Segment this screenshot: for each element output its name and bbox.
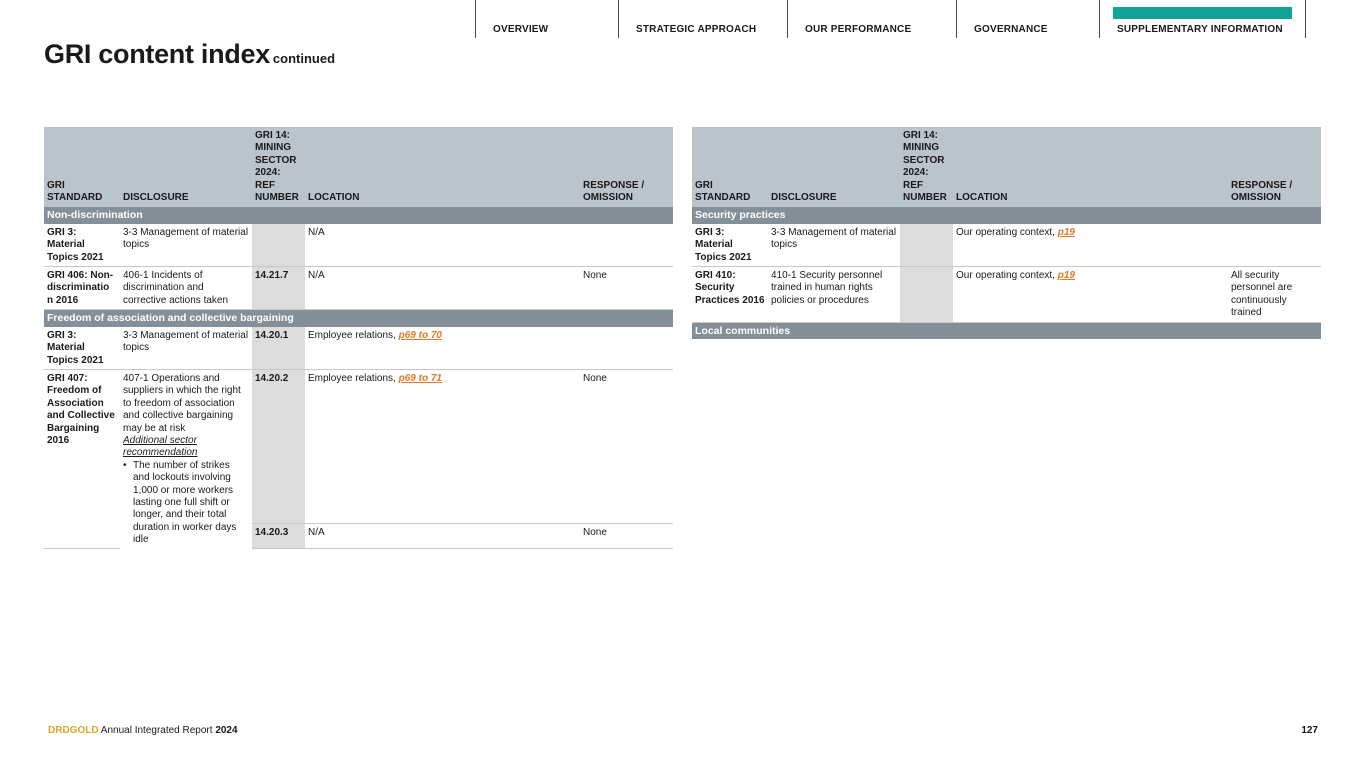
cell-location [953,224,1228,267]
table-header-row [44,127,673,207]
table-row [692,224,1321,267]
nav-tab-supplementary-information[interactable] [1099,0,1306,38]
header-ref-number: GRI 14: MINING SECTOR 2024: REF NUMBER [900,127,953,207]
cell-response [580,224,673,267]
cell-response: None [580,523,673,548]
header-gri-standard: GRI STANDARD [692,127,768,207]
section-title: Local communities [692,322,1321,339]
bullet-icon: • [123,459,127,471]
top-navigation [475,0,1306,38]
section-title: Security practices [692,207,1321,223]
cell-response [580,327,673,370]
disclosure-text: 407-1 Operations and suppliers in which the right to freedom of association and collective bargaining may be at risk [123,372,241,434]
table-row [44,267,673,310]
footer-brand: DRDGOLD [48,725,99,736]
header-disclosure: DISCLOSURE [768,127,900,207]
section-row [44,207,673,223]
cell-standard: GRI 3: Material Topics 2021 [692,224,768,267]
section-title: Freedom of association and collective bargaining [44,310,673,327]
section-row [44,310,673,327]
cell-disclosure: 410-1 Security personnel trained in human rights policies or procedures [768,267,900,323]
header-ref-number: GRI 14: MINING SECTOR 2024: REF NUMBER [252,127,305,207]
page-link[interactable]: p19 [1057,270,1075,282]
nav-tab-label: OVERVIEW [493,24,549,35]
cell-response: None [580,369,673,523]
cell-response [1228,224,1321,267]
location-text: Employee relations, [308,329,399,341]
cell-standard: GRI 410: Security Practices 2016 [692,267,768,323]
cell-ref [900,224,953,267]
header-disclosure: DISCLOSURE [120,127,252,207]
nav-tab-label: STRATEGIC APPROACH [636,24,757,35]
gri-index-table-right [692,127,1321,339]
page-link[interactable]: p19 [1057,226,1075,238]
cell-ref [252,224,305,267]
header-location: LOCATION [953,127,1228,207]
cell-location: N/A [305,523,580,548]
cell-location [953,267,1228,323]
location-text: Our operating context, [956,226,1058,238]
cell-disclosure: 3-3 Management of material topics [768,224,900,267]
location-text: Employee relations, [308,372,399,384]
cell-response: All security personnel are continuously trained [1228,267,1321,323]
page-link[interactable]: p69 to 71 [398,372,442,384]
nav-tab-label: SUPPLEMENTARY INFORMATION [1117,24,1283,35]
disclosure-subheading: Additional sector recommendation [123,434,198,459]
page-title-main: GRI content index [44,39,270,69]
table-header-row [692,127,1321,207]
cell-disclosure: 3-3 Management of material topics [120,327,252,370]
cell-response: None [580,267,673,310]
cell-disclosure: 3-3 Management of material topics [120,224,252,267]
header-response: RESPONSE / OMISSION [1228,127,1321,207]
bullet-text: The number of strikes and lockouts involving 1,000 or more workers lasting one full shift or longer, and their total duration in worker days idle [133,459,237,546]
cell-ref: 14.21.7 [252,267,305,310]
header-gri-standard: GRI STANDARD [44,127,120,207]
page-title-sub: continued [272,51,336,66]
header-location: LOCATION [305,127,580,207]
nav-tab-overview[interactable] [475,0,618,38]
cell-ref: 14.20.3 [252,523,305,548]
table-row [44,369,673,523]
active-tab-indicator [1113,7,1292,19]
footer [48,725,238,736]
cell-standard: GRI 3: Material Topics 2021 [44,327,120,370]
cell-location [305,327,580,370]
nav-tab-strategic-approach[interactable] [618,0,787,38]
cell-ref [900,267,953,323]
nav-tab-label: OUR PERFORMANCE [805,24,912,35]
cell-location: N/A [305,267,580,310]
cell-standard: GRI 406: Non-discriminatio n 2016 [44,267,120,310]
table-row [44,224,673,267]
page-number: 127 [1301,725,1318,736]
page-link[interactable]: p69 to 70 [398,329,442,341]
nav-tab-label: GOVERNANCE [974,24,1048,35]
cell-ref: 14.20.2 [252,369,305,523]
cell-standard: GRI 407: Freedom of Association and Collective Bargaining 2016 [44,369,120,548]
gri-index-table-left [44,127,673,549]
nav-tab-governance[interactable] [956,0,1099,38]
section-row [692,322,1321,339]
table-row [692,267,1321,323]
page-title [44,39,335,70]
cell-ref: 14.20.1 [252,327,305,370]
footer-year: 2024 [215,725,238,736]
cell-disclosure [120,369,252,548]
header-response: RESPONSE / OMISSION [580,127,673,207]
section-title: Non-discrimination [44,207,673,223]
cell-location [305,369,580,523]
cell-standard: GRI 3: Material Topics 2021 [44,224,120,267]
disclosure-bullet [123,460,249,547]
cell-location: N/A [305,224,580,267]
nav-tab-our-performance[interactable] [787,0,956,38]
footer-report-name: Annual Integrated Report [98,725,216,736]
section-row [692,207,1321,223]
cell-disclosure: 406-1 Incidents of discrimination and corrective actions taken [120,267,252,310]
table-row [44,327,673,370]
location-text: Our operating context, [956,270,1058,282]
